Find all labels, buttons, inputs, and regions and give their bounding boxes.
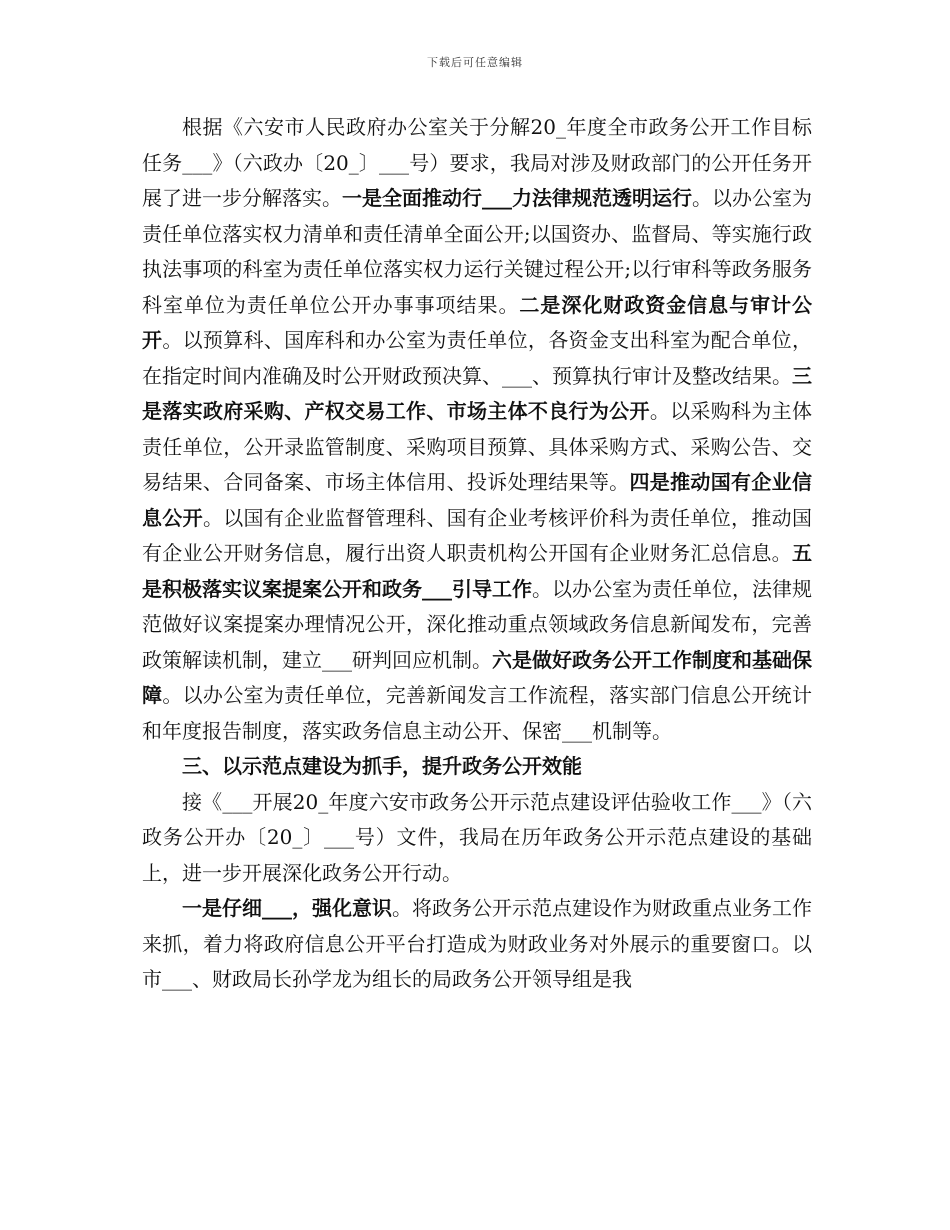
page-header: 下载后可任意编辑	[427, 56, 523, 69]
bold-segment: 一是仔细___，强化意识	[182, 896, 392, 920]
text-segment: 。以国有企业监督管理科、国有企业考核评价科为责任单位，推动国有企业公开财务信息，履行出资人职责机构公开国有企业财务汇总信息。	[142, 505, 812, 565]
bold-segment: 一是全面推动行___力法律规范透明运行	[342, 186, 692, 210]
bold-segment: 三是落实政府采购、产权交易工作、市场主体不良行为公开	[142, 363, 812, 423]
text-segment: 。以办公室为责任单位落实权力清单和责任清单全面公开;以国资办、监督局、等实施行政执法事项的科室为责任单位落实权力运行关键过程公开;以行审科等政务服务科室单位为责任单位公开办事事项结果。	[142, 186, 812, 317]
text-segment: 接《___开展20_年度六安市政务公开示范点建设评估验收工作___》（六政务公开办〔20_〕___号）文件，我局在历年政务公开示范点建设的基础上，进一步开展深化政务公开行动。	[142, 789, 812, 885]
paragraph-tasks	[142, 110, 812, 749]
text-segment: 。以预算科、国库科和办公室为责任单位，各资金支出科室为配合单位，在指定时间内准确及时公开财政预决算、___、预算执行审计及整改结果。	[142, 328, 812, 388]
document-body	[142, 110, 812, 998]
paragraph-awareness	[142, 891, 812, 998]
section-heading	[142, 749, 812, 785]
text-segment: 。以办公室为责任单位，完善新闻发言工作流程，落实部门信息公开统计和年度报告制度，落实政务信息主动公开、保密___机制等。	[142, 683, 812, 743]
bold-segment: 五是积极落实议案提案公开和政务___引导工作	[142, 541, 812, 601]
bold-segment: 二是深化财政资金信息与审计公开	[142, 292, 813, 352]
text-segment: 。以办公室为责任单位，法律规范做好议案提案办理情况公开，深化推动重点领域政务信息新闻发布，完善政策解读机制，建立___研判回应机制。	[142, 576, 812, 672]
text-segment: 。以采购科为主体责任单位，公开录监管制度、采购项目预算、具体采购方式、采购公告、交易结果、合同备案、市场主体信用、投诉处理结果等。	[142, 399, 812, 494]
bold-segment: 四是推动国有企业信息公开	[142, 470, 812, 530]
bold-segment: 六是做好政务公开工作制度和基础保障	[142, 647, 812, 707]
paragraph-demonstration	[142, 785, 812, 892]
heading-text: 三、以示范点建设为抓手，提升政务公开效能	[182, 754, 582, 778]
text-segment: 。将政务公开示范点建设作为财政重点业务工作来抓，着力将政府信息公开平台打造成为财政业务对外展示的重要窗口。以市___、财政局长孙学龙为组长的局政务公开领导组是我	[142, 896, 812, 991]
text-segment: 根据《六安市人民政府办公室关于分解20_年度全市政务公开工作目标任务___》（六政办〔20_〕___号）要求，我局对涉及财政部门的公开任务开展了进一步分解落实。	[142, 115, 812, 210]
